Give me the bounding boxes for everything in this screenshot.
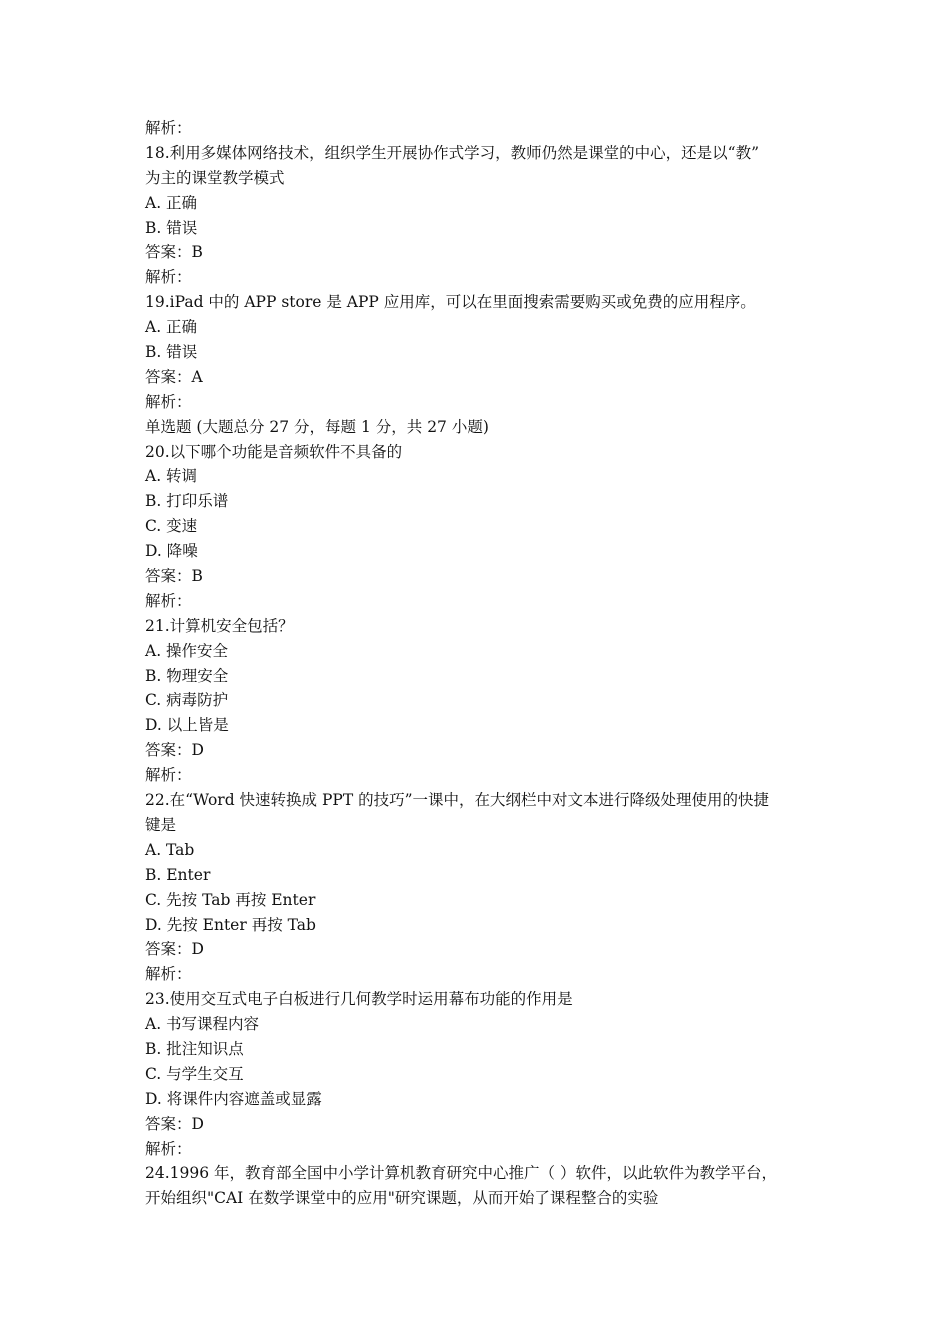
option-c: C. 变速 <box>145 517 198 536</box>
option-b: B. 批注知识点 <box>145 1039 244 1058</box>
option-b: B. 打印乐谱 <box>145 492 229 511</box>
analysis-label: 解析： <box>145 591 192 610</box>
analysis-label: 解析： <box>145 1139 192 1158</box>
option-b: B. 错误 <box>145 343 198 362</box>
answer: 答案：B <box>145 243 203 262</box>
question-22-text-cont: 键是 <box>145 815 177 834</box>
option-d: D. 降噪 <box>145 542 198 561</box>
document-page <box>145 116 825 1211</box>
question-18-text: 18.利用多媒体网络技术，组织学生开展协作式学习，教师仍然是课堂的中心，还是以“教” <box>145 143 760 162</box>
question-22-text: 22.在“Word 快速转换成 PPT 的技巧”一课中，在大纲栏中对文本进行降级处理使用的快捷 <box>145 791 770 810</box>
question-19-text: 19.iPad 中的 APP store 是 APP 应用库，可以在里面搜索需要购买或免费的应用程序。 <box>145 293 756 312</box>
option-a: A. 正确 <box>145 318 198 337</box>
option-a: A. 正确 <box>145 193 198 212</box>
question-18-text-cont: 为主的课堂教学模式 <box>145 168 285 187</box>
question-24-text: 24.1996 年，教育部全国中小学计算机教育研究中心推广（ ）软件，以此软件为教学平台， <box>145 1164 777 1183</box>
analysis-label: 解析： <box>145 119 192 137</box>
question-20-text: 20.以下哪个功能是音频软件不具备的 <box>145 442 403 461</box>
answer: 答案：A <box>145 367 203 386</box>
section-heading: 单选题 (大题总分 27 分，每题 1 分，共 27 小题) <box>145 417 489 436</box>
analysis-label: 解析： <box>145 766 192 785</box>
option-d: D. 以上皆是 <box>145 716 229 735</box>
option-a: A. 书写课程内容 <box>145 1015 260 1034</box>
option-a: A. 操作安全 <box>145 641 229 660</box>
question-23-text: 23.使用交互式电子白板进行几何教学时运用幕布功能的作用是 <box>145 990 573 1009</box>
answer: 答案：B <box>145 567 203 586</box>
analysis-label: 解析： <box>145 392 192 411</box>
option-b: B. Enter <box>145 865 211 884</box>
option-a: A. 转调 <box>145 467 198 486</box>
answer: 答案：D <box>145 741 204 760</box>
option-c: C. 与学生交互 <box>145 1064 244 1083</box>
question-21-text: 21.计算机安全包括？ <box>145 616 294 635</box>
option-a: A. Tab <box>145 840 195 859</box>
option-d: D. 先按 Enter 再按 Tab <box>145 915 316 934</box>
option-d: D. 将课件内容遮盖或显露 <box>145 1089 322 1108</box>
analysis-label: 解析： <box>145 268 192 287</box>
option-b: B. 物理安全 <box>145 666 229 685</box>
answer: 答案：D <box>145 1114 204 1133</box>
option-c: C. 病毒防护 <box>145 691 229 710</box>
option-b: B. 错误 <box>145 218 198 237</box>
analysis-label: 解析： <box>145 965 192 984</box>
option-c: C. 先按 Tab 再按 Enter <box>145 890 316 909</box>
question-24-text-cont: 开始组织"CAI 在数学课堂中的应用"研究课题，从而开始了课程整合的实验 <box>145 1189 659 1208</box>
answer: 答案：D <box>145 940 204 959</box>
